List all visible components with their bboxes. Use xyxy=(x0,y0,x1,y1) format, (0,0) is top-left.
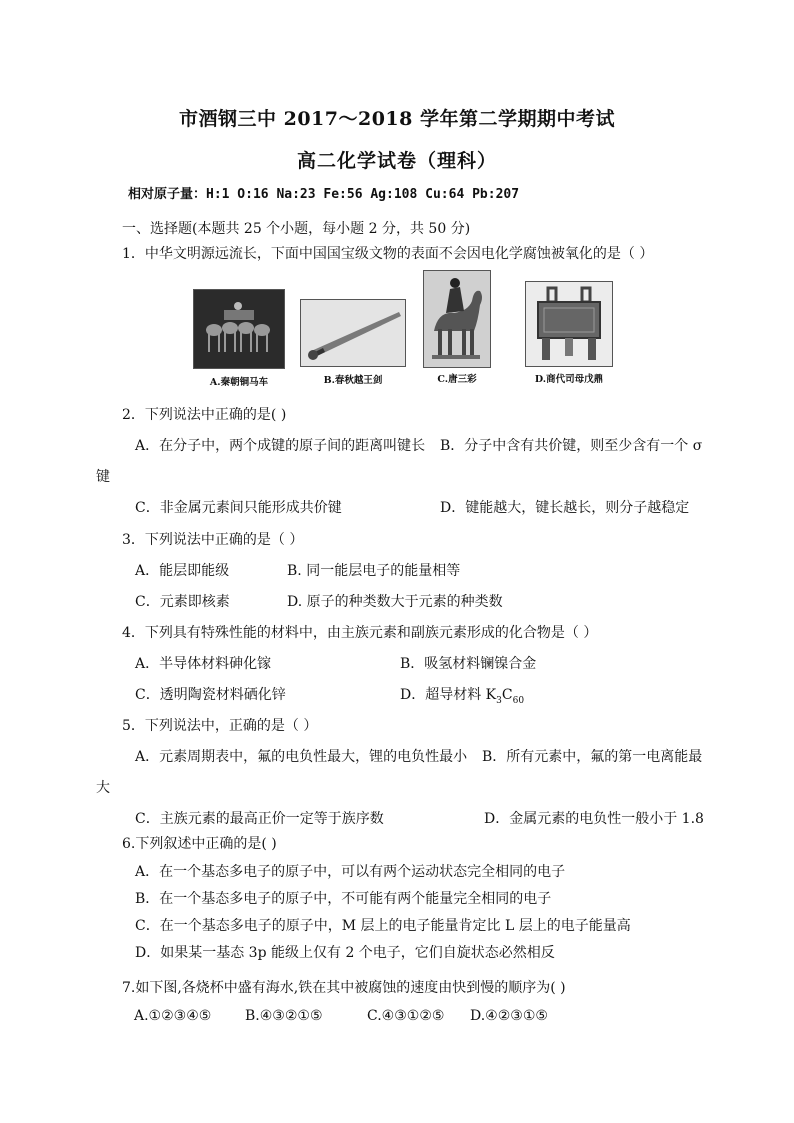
q3-stem: 3．下列说法中正确的是（ ） xyxy=(122,532,304,548)
q6-option-d: D．如果某一基态 3p 能级上仅有 2 个电子，它们自旋状态必然相反 xyxy=(135,945,555,961)
q4-option-d xyxy=(400,684,524,706)
q1-caption-c: C.唐三彩 xyxy=(437,374,477,385)
q6-option-c: C．在一个基态多电子的原子中，M 层上的电子能量肯定比 L 层上的电子能量高 xyxy=(135,918,631,934)
q5-stem: 5．下列说法中，正确的是（ ） xyxy=(122,718,318,734)
q1-figure-c xyxy=(423,270,491,386)
q1-caption-d: D.商代司母戊鼎 xyxy=(534,374,604,385)
q4-option-d-prefix: D．超导材料 K xyxy=(400,687,497,703)
q1-figure-d xyxy=(525,281,613,387)
q5-option-d: D．金属元素的电负性一般小于 1.8 xyxy=(484,811,704,827)
q6-option-a: A．在一个基态多电子的原子中，可以有两个运动状态完全相同的电子 xyxy=(135,864,566,880)
q1-caption-b: B.春秋越王剑 xyxy=(323,375,383,386)
q3-option-a: A．能层即能级 xyxy=(135,563,230,579)
q5-option-c: C．主族元素的最高正价一定等于族序数 xyxy=(135,811,384,827)
atomic-masses: 相对原子量：H:1 O:16 Na:23 Fe:56 Ag:108 Cu:64 Pb:207 xyxy=(128,187,520,202)
q5-option-b-wrap: 大 xyxy=(96,780,110,796)
q3-option-b: B. 同一能层电子的能量相等 xyxy=(287,563,461,579)
bronze-chariot-icon xyxy=(193,289,285,369)
q4-option-d-sub2: 60 xyxy=(512,695,525,706)
q2-option-b-wrap: 键 xyxy=(96,469,110,485)
q1-figure-b xyxy=(300,299,406,391)
q1-figure-a xyxy=(193,289,285,389)
q2-stem: 2．下列说法中正确的是( ) xyxy=(122,407,287,423)
exam-subtitle: 高二化学试卷（理科） xyxy=(296,150,497,172)
q6-stem: 6.下列叙述中正确的是( ) xyxy=(122,836,277,852)
tang-camel-icon xyxy=(423,270,491,368)
q7-option-b: B.④③②①⑤ xyxy=(245,1008,323,1024)
q2-option-a: A．在分子中，两个成键的原子间的距离叫键长 xyxy=(135,438,426,454)
section-heading: 一、选择题(本题共 25 个小题，每小题 2 分，共 50 分) xyxy=(122,221,471,237)
q4-option-d-mid: C xyxy=(501,687,513,703)
q3-option-d: D. 原子的种类数大于元素的种类数 xyxy=(287,594,503,610)
q2-option-c: C．非金属元素间只能形成共价键 xyxy=(135,500,342,516)
q7-option-a: A.①②③④⑤ xyxy=(134,1008,212,1024)
q2-option-b: B．分子中含有共价键，则至少含有一个 σ xyxy=(440,438,703,454)
q4-stem: 4．下列具有特殊性能的材料中，由主族元素和副族元素形成的化合物是（ ） xyxy=(122,625,598,641)
q6-option-b: B．在一个基态多电子的原子中，不可能有两个能量完全相同的电子 xyxy=(135,891,552,907)
q4-option-b: B．吸氢材料镧镍合金 xyxy=(400,656,537,672)
q5-option-a: A．元素周期表中，氟的电负性最大，锂的电负性最小 xyxy=(135,749,468,765)
q2-option-d: D．键能越大，键长越长，则分子越稳定 xyxy=(440,500,690,516)
bronze-sword-icon xyxy=(300,299,406,367)
q4-option-c: C．透明陶瓷材料硒化锌 xyxy=(135,687,286,703)
exam-title: 市酒钢三中 2017～2018 学年第二学期期中考试 xyxy=(179,108,615,130)
bronze-ding-icon xyxy=(525,281,613,367)
q3-option-c: C．元素即核素 xyxy=(135,594,230,610)
q7-stem: 7.如下图,各烧杯中盛有海水,铁在其中被腐蚀的速度由快到慢的顺序为( ) xyxy=(122,980,566,996)
q1-stem: 1．中华文明源远流长，下面中国国宝级文物的表面不会因电化学腐蚀被氧化的是（ ） xyxy=(122,246,654,262)
q4-option-d-sub1: 3 xyxy=(496,695,502,706)
q5-option-b: B．所有元素中，氟的第一电离能最 xyxy=(482,749,703,765)
q7-option-c: C.④③①②⑤ xyxy=(367,1008,445,1024)
q4-option-a: A．半导体材料砷化镓 xyxy=(135,656,272,672)
q7-option-d: D.④②③①⑤ xyxy=(470,1008,548,1024)
q1-caption-a: A.秦朝铜马车 xyxy=(209,377,269,388)
